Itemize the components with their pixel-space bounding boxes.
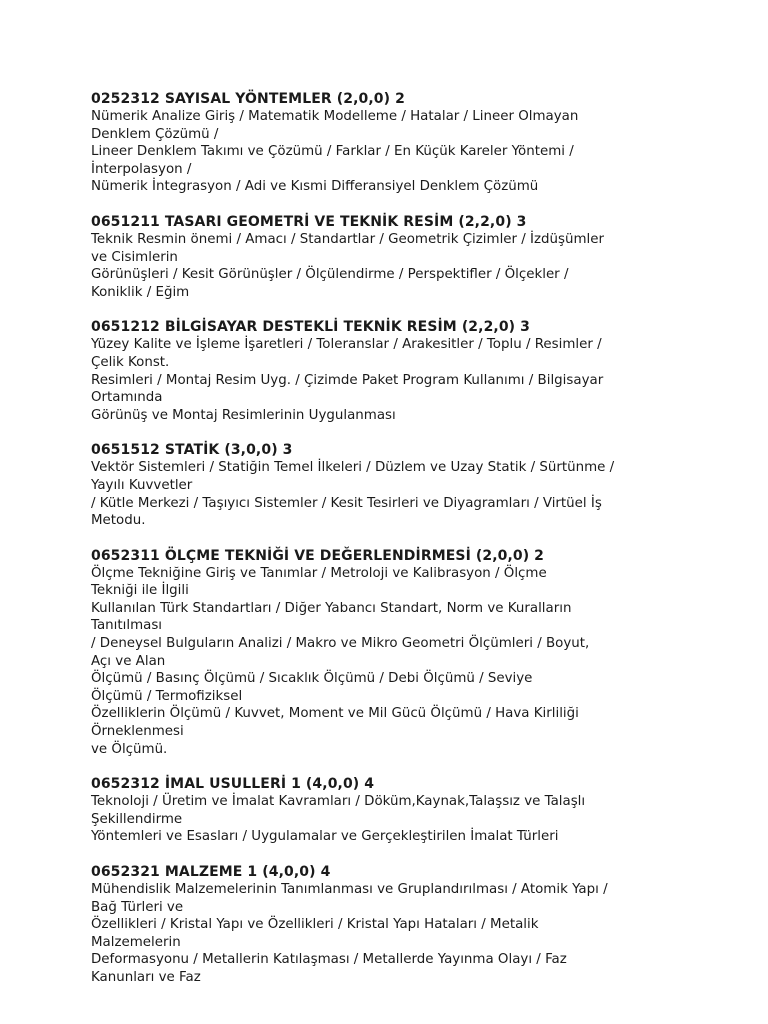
course-title: 0652312 İMAL USULLERİ 1 (4,0,0) 4 [91, 776, 375, 793]
course-description-line: Yayılı Kuvvetler [91, 477, 193, 493]
course-description-line: Yöntemleri ve Esasları / Uygulamalar ve Gerçekleştirilen İmalat Türleri [91, 829, 559, 845]
course-description-line: Metodu. [91, 513, 146, 529]
course-description-line: Tekniği ile İlgili [91, 583, 189, 599]
course-title: 0652321 MALZEME 1 (4,0,0) 4 [91, 864, 331, 880]
course-description-line: Ölçümü / Basınç Ölçümü / Sıcaklık Ölçümü / Debi Ölçümü / Seviye [91, 671, 533, 687]
course-description-line: Vektör Sistemleri / Statiğin Temel İlkeleri / Düzlem ve Uzay Statik / Sürtünme / [91, 460, 615, 476]
course-description-line: Özelliklerin Ölçümü / Kuvvet, Moment ve Mil Gücü Ölçümü / Hava Kirliliği [91, 706, 579, 722]
course-description-line: Yüzey Kalite ve İşleme İşaretleri / Toleranslar / Arakesitler / Toplu / Resimler / [91, 337, 602, 353]
course-block [91, 213, 691, 301]
document-page [91, 90, 691, 1004]
course-description-line: Nümerik İntegrasyon / Adi ve Kısmi Differansiyel Denklem Çözümü [91, 179, 539, 195]
course-block [91, 775, 691, 846]
course-description-line: Ölçme Tekniğine Giriş ve Tanımlar / Metroloji ve Kalibrasyon / Ölçme [91, 565, 547, 581]
course-description-line: / Kütle Merkezi / Taşıyıcı Sistemler / Kesit Tesirleri ve Diyagramları / Virtüel İş [91, 495, 602, 511]
course-description-line: Teknik Resmin önemi / Amacı / Standartlar / Geometrik Çizimler / İzdüşümler [91, 231, 604, 247]
course-description-line: İnterpolasyon / [91, 161, 192, 177]
course-description-line: ve Ölçümü. [91, 741, 168, 757]
course-title: 0651211 TASARI GEOMETRİ VE TEKNİK RESİM (2,2,0) 3 [91, 213, 527, 230]
course-block [91, 90, 691, 196]
course-title: 0252312 SAYISAL YÖNTEMLER (2,0,0) 2 [91, 91, 405, 107]
course-description-line: Görünüş ve Montaj Resimlerinin Uygulanması [91, 407, 396, 423]
course-description-line: Kanunları ve Faz [91, 969, 201, 985]
course-description-line: Deformasyonu / Metallerin Katılaşması / Metallerde Yayınma Olayı / Faz [91, 952, 567, 968]
course-description-line: Özellikleri / Kristal Yapı ve Özellikleri / Kristal Yapı Hataları / Metalik [91, 917, 539, 933]
course-description-line: Şekillendirme [91, 811, 183, 827]
course-description-line: / Deneysel Bulguların Analizi / Makro ve Mikro Geometri Ölçümleri / Boyut, [91, 636, 590, 652]
course-block [91, 441, 691, 529]
course-block [91, 547, 691, 759]
course-description-line: Örneklenmesi [91, 724, 184, 740]
course-description-line: Mühendislik Malzemelerinin Tanımlanması ve Gruplandırılması / Atomik Yapı / [91, 882, 608, 897]
course-description-line: Kullanılan Türk Standartları / Diğer Yabancı Standart, Norm ve Kuralların [91, 600, 572, 616]
course-description-line: Lineer Denklem Takımı ve Çözümü / Farklar / En Küçük Kareler Yöntemi / [91, 144, 574, 160]
course-description-line: Teknoloji / Üretim ve İmalat Kavramları / Döküm,Kaynak,Talaşsız ve Talaşlı [91, 794, 586, 810]
course-description-line: Görünüşleri / Kesit Görünüşler / Ölçülendirme / Perspektifler / Ölçekler / [91, 267, 569, 283]
course-title: 0651512 STATİK (3,0,0) 3 [91, 442, 293, 459]
course-block [91, 318, 691, 424]
course-title: 0651212 BİLGİSAYAR DESTEKLİ TEKNİK RESİM (2,2,0) 3 [91, 319, 530, 336]
course-description-line: Nümerik Analize Giriş / Matematik Modelleme / Hatalar / Lineer Olmayan [91, 109, 579, 124]
course-description-line: Açı ve Alan [91, 653, 166, 669]
course-description-line: Tanıtılması [91, 618, 163, 634]
course-description-line: Malzemelerin [91, 934, 181, 950]
course-description-line: Denklem Çözümü / [91, 126, 219, 142]
course-description-line: Bağ Türleri ve [91, 899, 184, 915]
course-description-line: Ortamında [91, 390, 163, 406]
course-title: 0652311 ÖLÇME TEKNİĞİ VE DEĞERLENDİRMESİ (2,0,0) 2 [91, 547, 545, 564]
course-description-line: Resimleri / Montaj Resim Uyg. / Çizimde Paket Program Kullanımı / Bilgisayar [91, 372, 604, 388]
course-description-line: ve Cisimlerin [91, 249, 178, 265]
course-description-line: Çelik Konst. [91, 354, 170, 370]
course-description-line: Ölçümü / Termofiziksel [91, 688, 243, 704]
course-block [91, 863, 691, 987]
course-description-line: Koniklik / Eğim [91, 284, 190, 300]
